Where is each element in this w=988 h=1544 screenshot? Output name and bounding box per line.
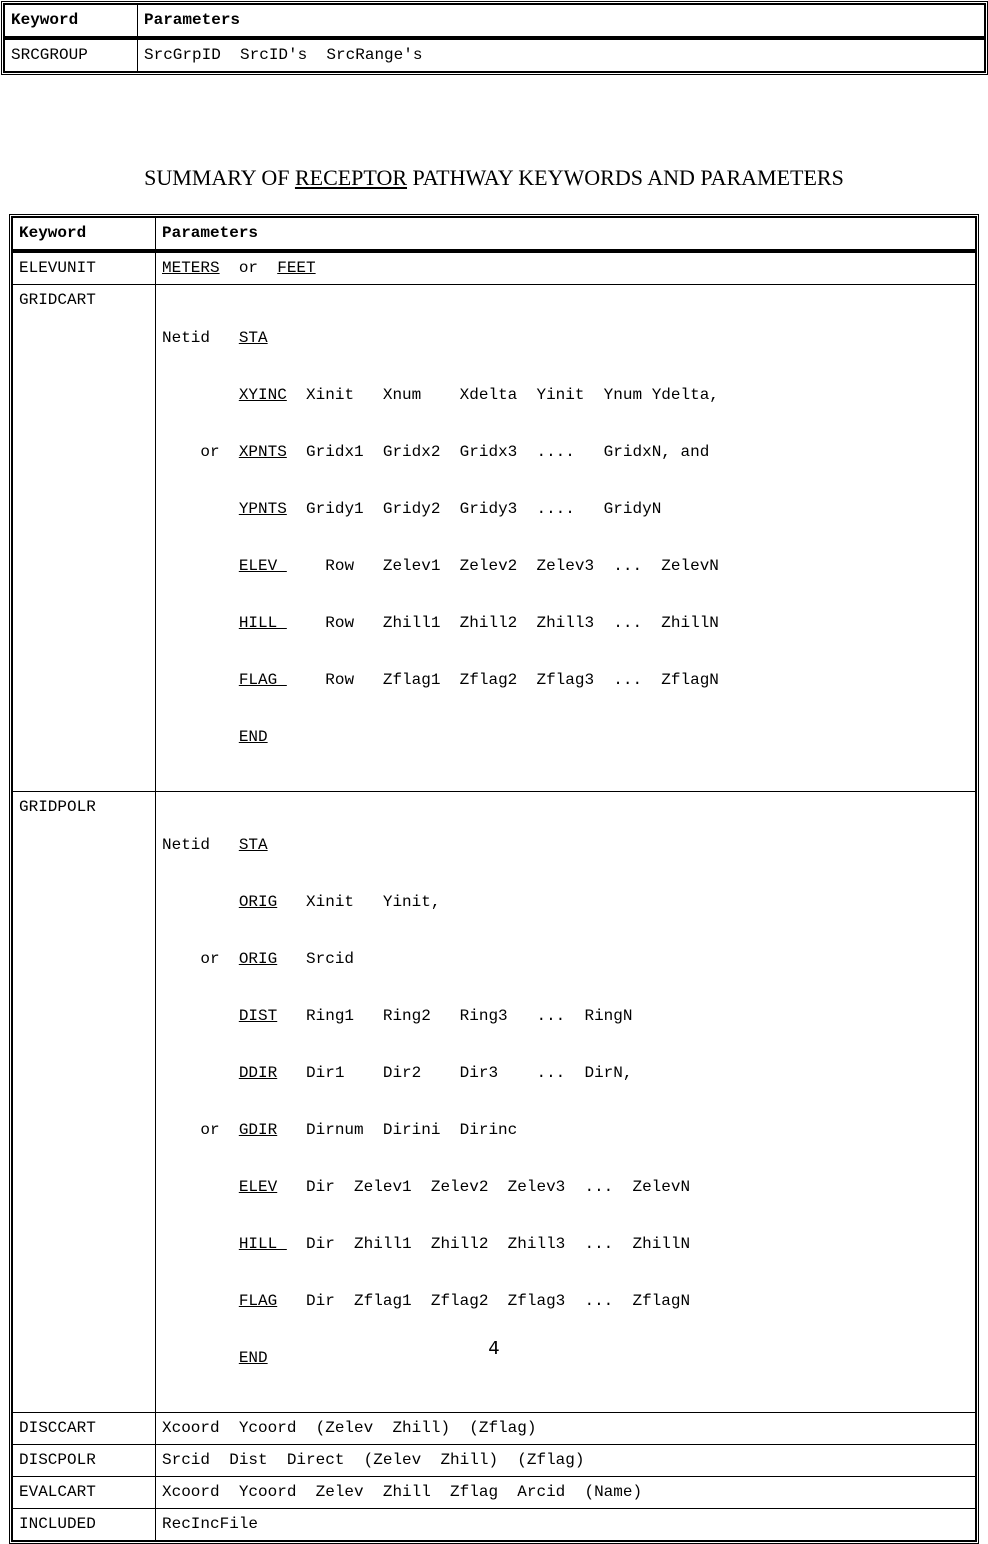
- secondary-keyword: ELEV: [238, 1178, 278, 1196]
- secondary-keyword: XYINC: [238, 386, 287, 404]
- source-group-table: [1, 1, 988, 75]
- heading-prefix: SUMMARY OF: [144, 165, 295, 190]
- row-keyword: EVALCART: [13, 1477, 156, 1509]
- secondary-keyword: HILL: [238, 1235, 287, 1253]
- row-params: Xcoord Ycoord (Zelev Zhill) (Zflag): [156, 1413, 976, 1445]
- param-line: Netid STA: [162, 329, 268, 347]
- secondary-keyword: END: [238, 1349, 268, 1367]
- page-number: 4: [488, 1338, 500, 1359]
- section-heading: [0, 165, 988, 191]
- header-parameters: Parameters: [156, 218, 976, 252]
- secondary-keyword: STA: [238, 836, 268, 854]
- param-line: HILL Row Zhill1 Zhill2 Zhill3 ... ZhillN: [238, 614, 719, 632]
- heading-underlined: RECEPTOR: [294, 165, 408, 190]
- row-params: SrcGrpID SrcID's SrcRange's: [138, 38, 985, 72]
- table-row-elevunit: [13, 251, 976, 285]
- option-feet: FEET: [277, 259, 316, 277]
- row-keyword: DISCCART: [13, 1413, 156, 1445]
- param-line: YPNTS Gridy1 Gridy2 Gridy3 .... GridyN: [238, 500, 662, 518]
- param-line: or GDIR Dirnum Dirini Dirinc: [162, 1121, 518, 1139]
- row-keyword: DISCPOLR: [13, 1445, 156, 1477]
- heading-suffix: PATHWAY KEYWORDS AND PARAMETERS: [407, 165, 844, 190]
- param-line: HILL Dir Zhill1 Zhill2 Zhill3 ... ZhillN: [238, 1235, 691, 1253]
- param-line: ELEV Dir Zelev1 Zelev2 Zelev3 ... ZelevN: [238, 1178, 691, 1196]
- secondary-keyword: XPNTS: [238, 443, 287, 461]
- row-params: RecIncFile: [156, 1509, 976, 1541]
- param-line: or XPNTS Gridx1 Gridx2 Gridx3 .... GridxN, and: [162, 443, 710, 461]
- table-header-row: [13, 218, 976, 252]
- param-line: Netid STA: [162, 836, 268, 854]
- secondary-keyword: DIST: [238, 1007, 278, 1025]
- secondary-keyword: HILL: [238, 614, 287, 632]
- row-keyword: INCLUDED: [13, 1509, 156, 1541]
- row-keyword: GRIDPOLR: [13, 792, 156, 1413]
- table-row-gridpolr: [13, 792, 976, 1413]
- header-keyword: Keyword: [5, 5, 138, 39]
- secondary-keyword: DDIR: [238, 1064, 278, 1082]
- table-row: [5, 38, 985, 72]
- option-meters: METERS: [162, 259, 220, 277]
- secondary-keyword: ELEV: [238, 557, 287, 575]
- header-keyword: Keyword: [13, 218, 156, 252]
- row-params: [156, 285, 976, 792]
- secondary-keyword: GDIR: [238, 1121, 278, 1139]
- param-line: or ORIG Srcid: [162, 950, 355, 968]
- row-keyword: SRCGROUP: [5, 38, 138, 72]
- param-line: ORIG Xinit Yinit,: [238, 893, 441, 911]
- secondary-keyword: FLAG: [238, 671, 287, 689]
- param-line: DIST Ring1 Ring2 Ring3 ... RingN: [238, 1007, 633, 1025]
- param-line: FLAG Row Zflag1 Zflag2 Zflag3 ... ZflagN: [238, 671, 719, 689]
- table-row-gridcart: [13, 285, 976, 792]
- header-parameters: Parameters: [138, 5, 985, 39]
- secondary-keyword: FLAG: [238, 1292, 278, 1310]
- table-row-included: [13, 1509, 976, 1541]
- secondary-keyword: ORIG: [238, 893, 278, 911]
- secondary-keyword: ORIG: [238, 950, 278, 968]
- row-params: Srcid Dist Direct (Zelev Zhill) (Zflag): [156, 1445, 976, 1477]
- param-line: ELEV Row Zelev1 Zelev2 Zelev3 ... ZelevN: [238, 557, 719, 575]
- row-params: Xcoord Ycoord Zelev Zhill Zflag Arcid (Name): [156, 1477, 976, 1509]
- param-line: FLAG Dir Zflag1 Zflag2 Zflag3 ... ZflagN: [238, 1292, 691, 1310]
- param-line: DDIR Dir1 Dir2 Dir3 ... DirN,: [238, 1064, 633, 1082]
- table-header-row: [5, 5, 985, 39]
- secondary-keyword: YPNTS: [238, 500, 287, 518]
- secondary-keyword: STA: [238, 329, 268, 347]
- row-params: [156, 251, 976, 285]
- or-text: or: [219, 259, 278, 277]
- row-params: [156, 792, 976, 1413]
- table-row-evalcart: [13, 1477, 976, 1509]
- row-keyword: ELEVUNIT: [13, 251, 156, 285]
- secondary-keyword: END: [238, 728, 268, 746]
- table-row-discpolr: [13, 1445, 976, 1477]
- row-keyword: GRIDCART: [13, 285, 156, 792]
- table-row-disccart: [13, 1413, 976, 1445]
- param-line: [162, 728, 969, 747]
- param-line: XYINC Xinit Xnum Xdelta Yinit Ynum Ydelta,: [238, 386, 719, 404]
